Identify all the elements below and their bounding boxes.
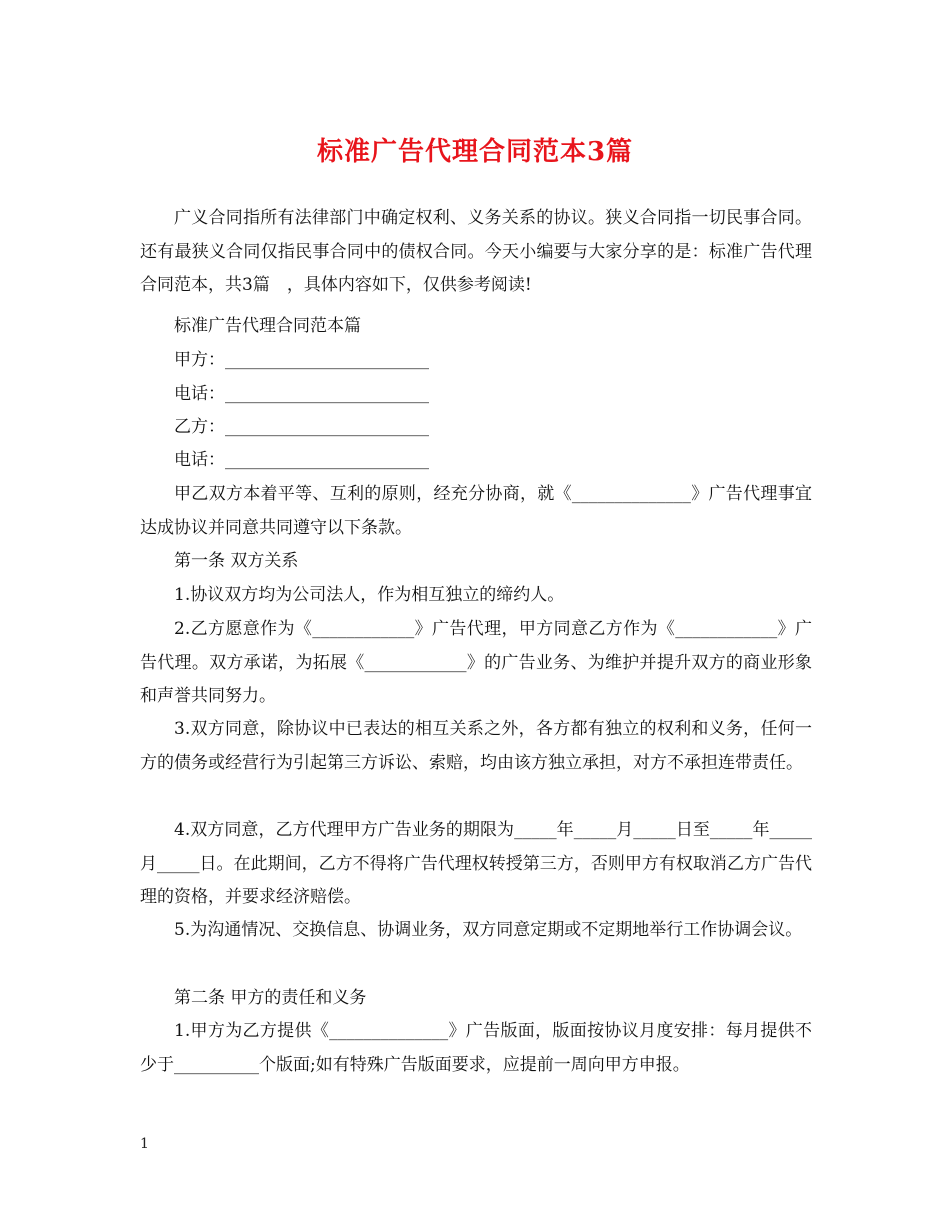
party-a-phone-field: 电话：________________________	[174, 384, 429, 404]
party-a-field: 甲方：________________________	[174, 350, 429, 370]
page-number: 1	[140, 1136, 149, 1152]
article-1-clause-4: 4.双方同意，乙方代理甲方广告业务的期限为_____年_____月_____日至_____年_____月_____日。在此期间，乙方不得将广告代理权转授第三方，否则甲方有权取消乙方广告代理的资格，并要求经济赔偿。	[140, 820, 812, 907]
intro-paragraph: 广义合同指所有法律部门中确定权利、义务关系的协议。狭义合同指一切民事合同。还有最狭义合同仅指民事合同中的债权合同。今天小编要与大家分享的是：标准广告代理合同范本，共3篇 ，具体内容如下，仅供参考阅读!	[140, 208, 812, 295]
article-2-heading: 第二条 甲方的责任和义务	[174, 988, 367, 1008]
article-1-heading: 第一条 双方关系	[174, 551, 299, 571]
agreement-preamble: 甲乙双方本着平等、互利的原则，经充分协商，就《______________》广告代理事宜达成协议并同意共同遵守以下条款。	[140, 484, 812, 538]
article-1-clause-5: 5.为沟通情况、交换信息、协调业务，双方同意定期或不定期地举行工作协调会议。	[174, 920, 803, 940]
article-2-clause-1: 1.甲方为乙方提供《______________》广告版面，版面按协议月度安排：每月提供不少于__________个版面;如有特殊广告版面要求，应提前一周向甲方申报。	[140, 1021, 812, 1075]
article-1-clause-1: 1.协议双方均为公司法人，作为相互独立的缔约人。	[174, 585, 565, 605]
contract-subtitle: 标准广告代理合同范本篇	[174, 316, 361, 336]
party-b-field: 乙方：________________________	[174, 417, 429, 437]
article-1-clause-3: 3.双方同意，除协议中已表达的相互关系之外，各方都有独立的权利和义务，任何一方的债务或经营行为引起第三方诉讼、索赔，均由该方独立承担，对方不承担连带责任。	[140, 719, 812, 773]
document-title: 标准广告代理合同范本3篇	[316, 137, 634, 167]
article-1-clause-2: 2.乙方愿意作为《____________》广告代理，甲方同意乙方作为《____________》广告代理。双方承诺，为拓展《____________》的广告业务、为维护并提升双方的商业形象和声誉共同努力。	[140, 619, 812, 706]
party-b-phone-field: 电话：________________________	[174, 450, 429, 470]
